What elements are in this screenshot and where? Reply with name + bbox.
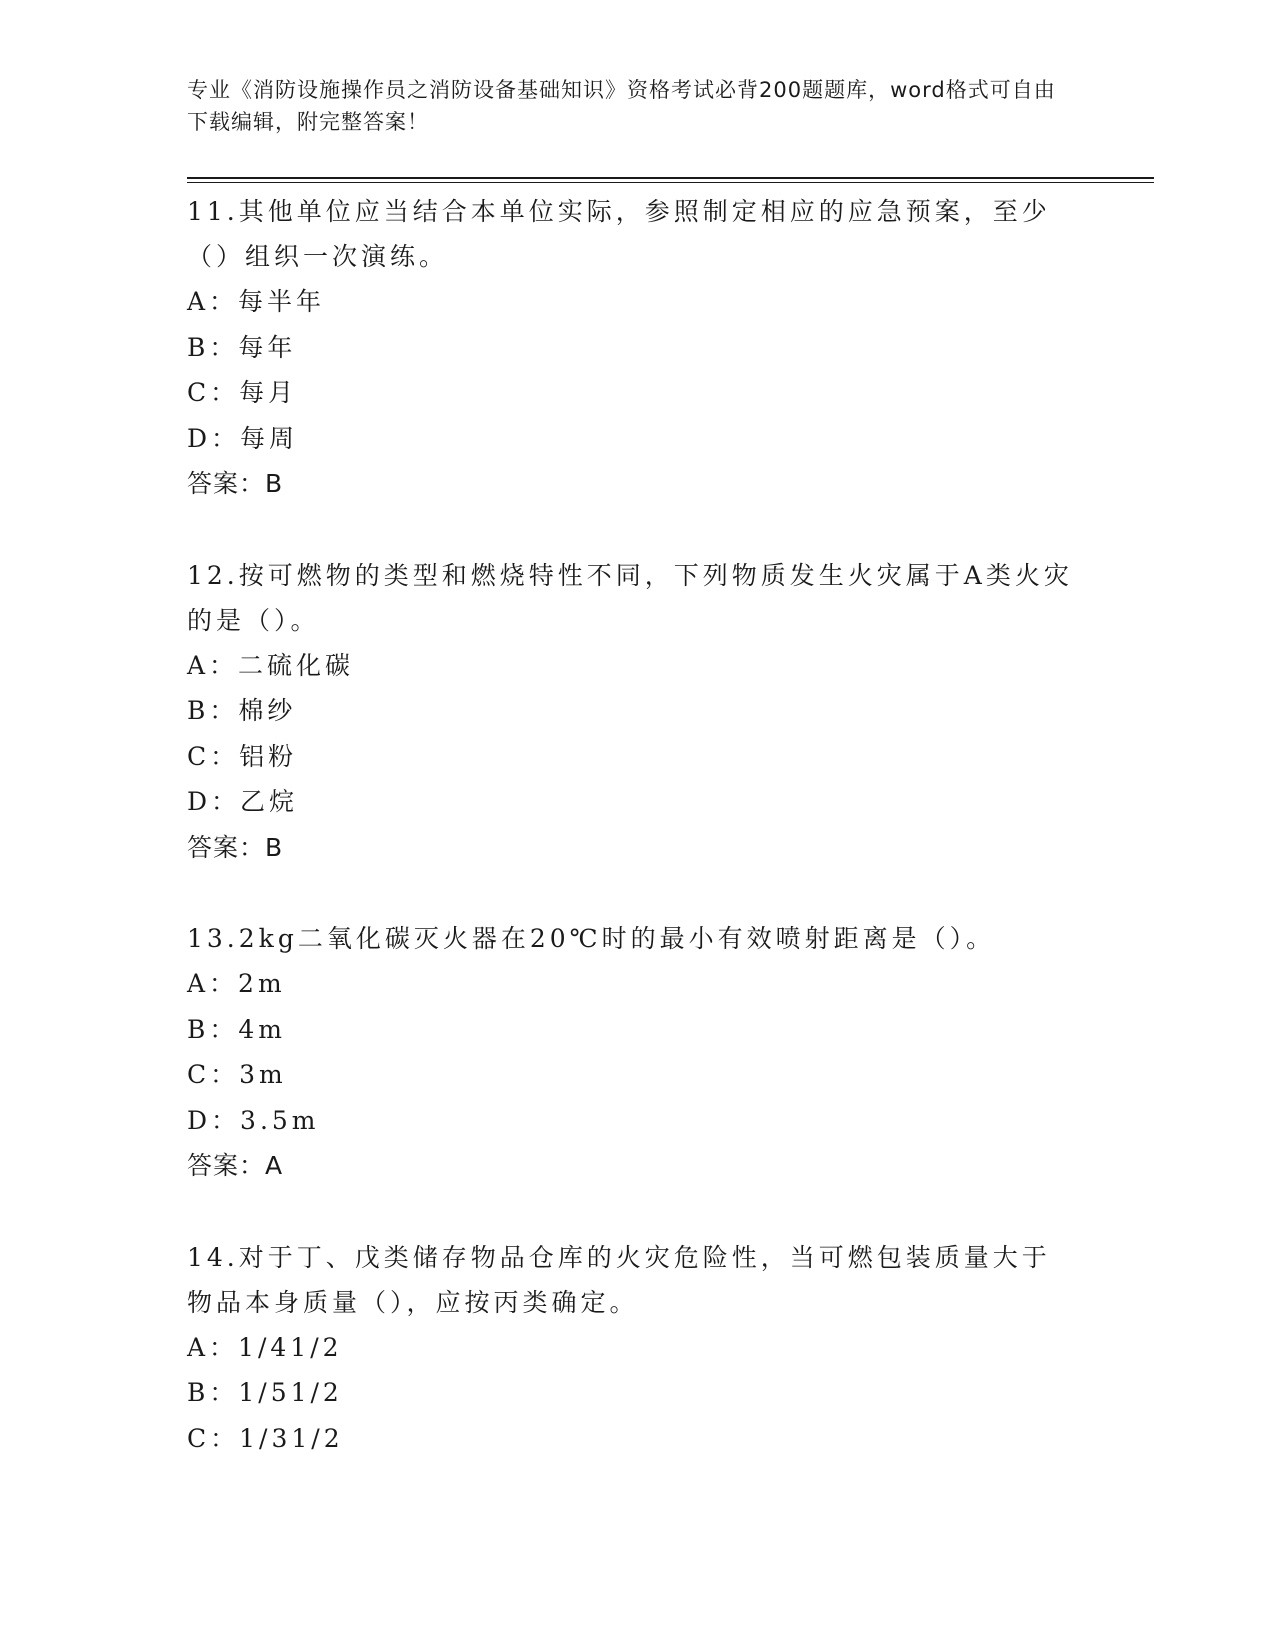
header-divider-thick bbox=[187, 177, 1154, 179]
answer-line: 答案：A bbox=[187, 1151, 284, 1180]
option-a: A：二硫化碳 bbox=[187, 650, 355, 680]
question-11 bbox=[187, 189, 1087, 507]
option-b: B：棉纱 bbox=[187, 696, 297, 725]
question-12 bbox=[187, 553, 1087, 871]
option-a: A：2m bbox=[187, 969, 286, 998]
option-b: B：1/51/2 bbox=[187, 1378, 343, 1407]
option-c: C：每月 bbox=[187, 378, 298, 407]
question-stem: 13.2kg二氧化碳灭火器在20℃时的最小有效喷射距离是（）。 bbox=[187, 924, 996, 953]
option-c: C：1/31/2 bbox=[187, 1423, 344, 1453]
answer-line: 答案：B bbox=[187, 469, 284, 498]
option-b: B：每年 bbox=[187, 332, 297, 362]
option-b: B：4m bbox=[187, 1014, 286, 1044]
option-c: C：3m bbox=[187, 1060, 287, 1089]
option-c: C：铝粉 bbox=[187, 741, 298, 771]
option-a: A：1/41/2 bbox=[187, 1332, 343, 1362]
header-divider-thin bbox=[187, 182, 1154, 183]
document-header: 专业《消防设施操作员之消防设备基础知识》资格考试必背200题题库，word格式可自由下载编辑，附完整答案！ bbox=[187, 78, 1056, 134]
question-13 bbox=[187, 916, 1087, 1189]
question-14 bbox=[187, 1235, 1087, 1462]
option-d: D：3.5m bbox=[187, 1105, 320, 1135]
option-a: A：每半年 bbox=[187, 287, 326, 316]
answer-line: 答案：B bbox=[187, 832, 284, 862]
option-d: D：乙烷 bbox=[187, 787, 299, 816]
question-stem: 11.其他单位应当结合本单位实际，参照制定相应的应急预案，至少（）组织一次演练。 bbox=[187, 197, 1051, 271]
question-stem: 14.对于丁、戊类储存物品仓库的火灾危险性，当可燃包装质量大于物品本身质量（），应按丙类确定。 bbox=[187, 1242, 1051, 1317]
option-d: D：每周 bbox=[187, 423, 299, 453]
question-stem: 12.按可燃物的类型和燃烧特性不同，下列物质发生火灾属于A类火灾的是（）。 bbox=[187, 560, 1073, 635]
question-list bbox=[187, 189, 1087, 1507]
